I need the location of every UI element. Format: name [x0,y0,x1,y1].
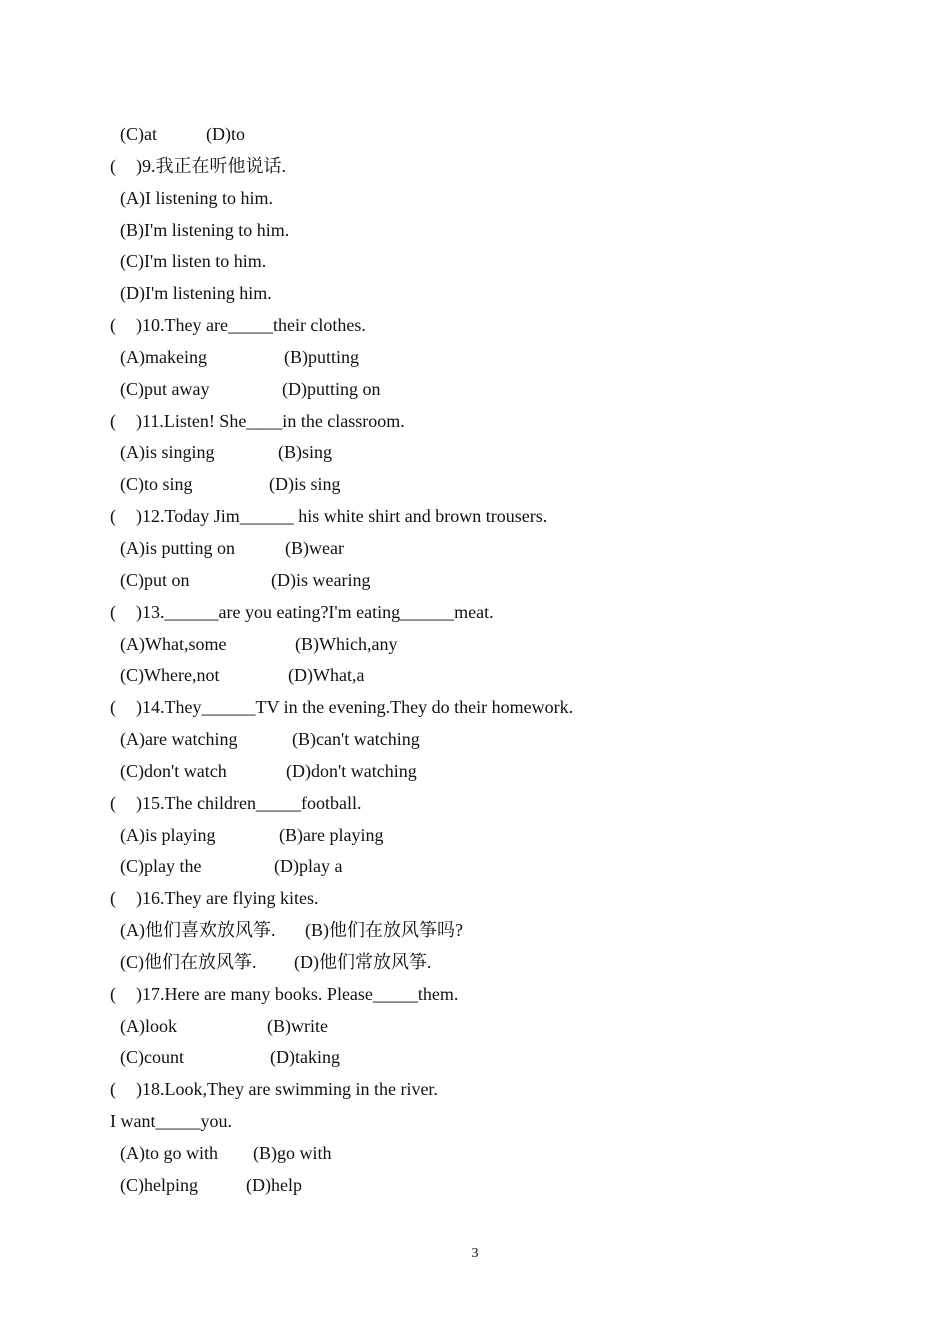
answer-blank-paren: ( [110,792,116,813]
option-line [110,851,870,883]
option-text: (C)I'm listen to him. [120,251,267,272]
option-line [110,756,870,788]
option-text: (D)他们常放风筝. [294,951,432,972]
option-text: (A)look [120,1015,177,1036]
question-line [110,151,870,183]
option-line [110,183,870,215]
question-line [110,597,870,629]
option-text: (B)wear [285,537,344,558]
answer-blank-paren: ( [110,506,116,527]
option-line [110,1138,870,1170]
option-text: (A)is putting on [120,537,235,558]
option-text: (D)I'm listening him. [120,283,272,304]
question-line [110,1074,870,1106]
option-text: (B)sing [278,442,332,463]
option-line [110,820,870,852]
answer-blank-paren: ( [110,1079,116,1100]
answer-blank-paren: ( [110,888,116,909]
option-text: (D)help [246,1174,302,1195]
option-line [110,915,870,947]
question-text: )16.They are flying kites. [136,888,319,909]
option-text: (A)is singing [120,442,215,463]
option-text: (B)go with [253,1143,332,1163]
option-text: (A)is playing [120,824,216,845]
option-text: (C)at [120,124,157,144]
question-line [110,788,870,820]
option-text: (B)write [267,1015,328,1036]
option-text: (D)taking [270,1047,340,1068]
question-text: )11.Listen! She____in the classroom. [136,410,405,431]
question-line [110,692,870,724]
option-line [110,437,870,469]
option-line [110,342,870,374]
option-line [110,469,870,501]
option-text: (B)Which,any [295,633,398,654]
question-text: )14.They______TV in the evening.They do their homework. [136,697,574,718]
option-line [110,215,870,247]
option-line [110,374,870,406]
option-line [110,1042,870,1074]
option-text: (C)helping [120,1174,198,1195]
answer-blank-paren: ( [110,315,116,336]
option-text: (B)can't watching [292,729,420,750]
option-text: (C)don't watch [120,760,227,781]
option-text: (B)他们在放风筝吗? [305,920,463,941]
answer-blank-paren: ( [110,697,116,718]
question-line [110,310,870,342]
option-line [110,660,870,692]
option-text: (D)What,a [288,665,365,686]
option-line [110,724,870,756]
option-text: (D)putting on [282,378,381,399]
option-text: (D)is wearing [271,569,371,590]
page-number: 3 [471,1246,479,1261]
option-line [110,246,870,278]
option-text: (D)play a [274,856,343,877]
option-text: (C)to sing [120,474,193,495]
option-text: (C)count [120,1047,184,1068]
option-text: (D)is sing [269,474,341,495]
option-text: (B)are playing [279,824,384,845]
option-text: (A)I listening to him. [120,187,273,208]
option-text: (A)makeing [120,346,207,367]
answer-blank-paren: ( [110,410,116,431]
answer-blank-paren: ( [110,983,116,1004]
option-line [110,1170,870,1202]
option-text: (C)put on [120,569,190,590]
question-text: )13.______are you eating?I'm eating______meat. [136,601,494,622]
question-list [110,119,870,1202]
question-text: )9.我正在听他说话. [136,155,286,176]
question-text: )15.The children_____football. [136,792,362,813]
question-continuation: I want_____you. [110,1111,232,1132]
option-text: (D)don't watching [286,760,417,781]
option-line [110,1011,870,1043]
option-text: (B)I'm listening to him. [120,219,290,240]
option-text: (B)putting [284,346,359,367]
question-line [110,406,870,438]
option-line [110,565,870,597]
option-line [110,947,870,979]
question-text: )17.Here are many books. Please_____them. [136,983,459,1004]
answer-blank-paren: ( [110,601,116,622]
option-line [110,533,870,565]
answer-blank-paren: ( [110,155,116,176]
option-text: (D)to [206,124,245,144]
option-text: (A)to go with [120,1143,218,1163]
option-text: (C)他们在放风筝. [120,951,257,972]
option-line [110,278,870,310]
question-text: )12.Today Jim______ his white shirt and brown trousers. [136,506,548,527]
option-text: (C)Where,not [120,665,220,686]
option-line [110,629,870,661]
option-line [110,119,870,151]
question-line [110,883,870,915]
question-text: )10.They are_____their clothes. [136,315,366,336]
option-text: (C)put away [120,378,210,399]
question-line [110,501,870,533]
question-line [110,979,870,1011]
option-text: (A)他们喜欢放风筝. [120,920,276,941]
option-text: (A)are watching [120,729,238,750]
option-text: (A)What,some [120,633,227,654]
question-text: )18.Look,They are swimming in the river. [136,1079,438,1100]
option-text: (C)play the [120,856,202,877]
